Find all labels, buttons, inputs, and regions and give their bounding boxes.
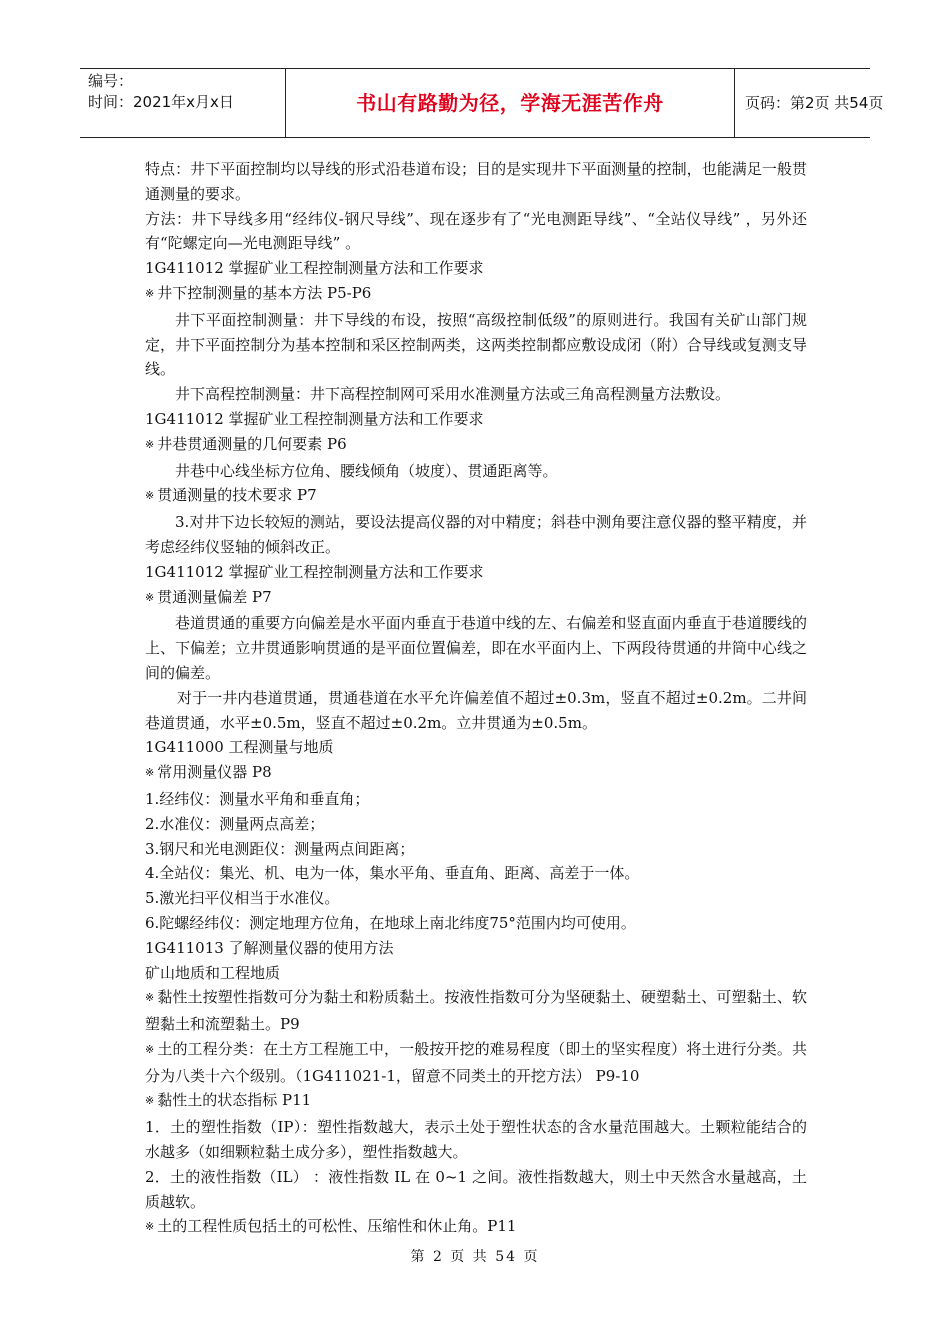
document-body	[145, 157, 807, 1241]
section-heading: 1G411012 掌握矿业工程控制测量方法和工作要求	[145, 259, 484, 278]
paragraph: 特点：井下平面控制均以导线的形式沿巷道布设；目的是实现井下平面测量的控制，也能满足一般贯通测量的要求。	[145, 160, 807, 203]
paragraph: 井巷中心线坐标方位角、腰线倾角（坡度）、贯通距离等。	[175, 461, 558, 480]
list-item: 2.水准仪：测量两点高差；	[145, 814, 325, 833]
bullet-icon: ※	[145, 437, 155, 451]
page-header	[80, 68, 884, 138]
bullet-text: 井下控制测量的基本方法 P5-P6	[157, 283, 372, 302]
bullet-paragraph	[145, 1037, 807, 1089]
bullet-icon: ※	[145, 1042, 155, 1056]
bullet-text: 贯通测量偏差 P7	[157, 587, 272, 606]
list-item: 2．土的液性指数（IL） ：液性指数 IL 在 0~1 之间。液性指数越大，则土中天然含水量越高，土质越软。	[145, 1167, 807, 1211]
list-item: 1．土的塑性指数（IP）：塑性指数越大，表示土处于塑性状态的含水量范围越大。土颗粒能结合的水越多（如细颗粒黏土成分多），塑性指数越大。	[145, 1118, 807, 1162]
bullet-text: 贯通测量的技术要求 P7	[157, 486, 317, 505]
bullet-icon: ※	[145, 1094, 155, 1108]
bullet-icon: ※	[145, 286, 155, 300]
document-number-label: 编号：	[88, 72, 134, 90]
paragraph: 3.对井下边长较短的测站，要设法提高仪器的对中精度；斜巷中测角要注意仪器的整平精度，并考虑经纬仪竖轴的倾斜改正。	[145, 513, 807, 556]
bullet-heading	[145, 281, 807, 308]
header-motto: 书山有路勤为径，学海无涯苦作舟	[285, 69, 735, 137]
paragraph: 对于一井内巷道贯通，贯通巷道在水平允许偏差值不超过±0.3m，竖直不超过±0.2m。二井间巷道贯通，水平±0.5m，竖直不超过±0.2m。立井贯通为±0.5m。	[145, 688, 807, 732]
section-heading: 1G411000 工程测量与地质	[145, 738, 334, 757]
list-item: 6.陀螺经纬仪：测定地理方位角，在地球上南北纬度75°范围内均可使用。	[145, 913, 636, 932]
list-item: 5.激光扫平仪相当于水准仪。	[145, 889, 340, 908]
bullet-icon: ※	[145, 766, 155, 780]
bullet-icon: ※	[145, 991, 155, 1005]
paragraph: 井下平面控制测量：井下导线的布设，按照“高级控制低级”的原则进行。我国有关矿山部门规定，井下平面控制分为基本控制和采区控制两类，这两类控制都应敷设成闭（附）合导线或复测支导线。	[145, 310, 807, 379]
paragraph: 井下高程控制测量：井下高程控制网可采用水准测量方法或三角高程测量方法敷设。	[175, 385, 731, 404]
header-page-info: 页码：第2页 共54页	[745, 94, 884, 112]
section-heading: 1G411012 掌握矿业工程控制测量方法和工作要求	[145, 562, 484, 581]
header-left-cell	[80, 69, 285, 137]
bullet-text: 黏性土的状态指标 P11	[157, 1091, 312, 1110]
bullet-icon: ※	[145, 590, 155, 604]
paragraph: 方法：井下导线多用“经纬仪-钢尺导线”、现在逐步有了“光电测距导线”、“全站仪导线” ，另外还有“陀螺定向—光电测距导线” 。	[145, 209, 807, 253]
bullet-heading	[145, 432, 807, 459]
section-heading: 矿山地质和工程地质	[145, 963, 281, 982]
bullet-heading	[145, 585, 807, 612]
bullet-heading	[145, 483, 807, 510]
bullet-icon: ※	[145, 489, 155, 503]
document-date: 时间：2021年x月x日	[88, 93, 234, 111]
section-heading: 1G411013 了解测量仪器的使用方法	[145, 938, 394, 957]
list-item: 3.钢尺和光电测距仪：测量两点间距离；	[145, 839, 415, 858]
paragraph: 巷道贯通的重要方向偏差是水平面内垂直于巷道中线的左、右偏差和竖直面内垂直于巷道腰线的上、下偏差；立井贯通影响贯通的是平面位置偏差，即在水平面内上、下两段待贯通的井筒中心线之间的偏差。	[145, 614, 807, 682]
page-footer: 第 2 页 共 54 页	[410, 1249, 540, 1265]
section-heading: 1G411012 掌握矿业工程控制测量方法和工作要求	[145, 409, 484, 428]
list-item: 4.全站仪：集光、机、电为一体，集水平角、垂直角、距离、高差于一体。	[145, 864, 640, 883]
bullet-paragraph	[145, 985, 807, 1037]
bullet-text: 常用测量仪器 P8	[157, 763, 272, 782]
bullet-text: 黏性土按塑性指数可分为黏土和粉质黏土。按液性指数可分为坚硬黏土、硬塑黏土、可塑黏土、软塑黏土和流塑黏土。P9	[145, 988, 807, 1034]
bullet-heading	[145, 760, 807, 787]
bullet-paragraph	[145, 1214, 807, 1241]
bullet-text: 土的工程性质包括土的可松性、压缩性和休止角。P11	[157, 1217, 517, 1236]
bullet-text: 土的工程分类：在土方工程施工中，一般按开挖的难易程度（即土的坚实程度）将土进行分类。共分为八类十六个级别。（1G411021-1，留意不同类土的开挖方法） P9-10	[145, 1039, 807, 1085]
list-item: 1.经纬仪：测量水平角和垂直角；	[145, 789, 370, 808]
bullet-text: 井巷贯通测量的几何要素 P6	[157, 434, 347, 453]
bullet-heading	[145, 1088, 807, 1115]
bullet-icon: ※	[145, 1220, 155, 1234]
